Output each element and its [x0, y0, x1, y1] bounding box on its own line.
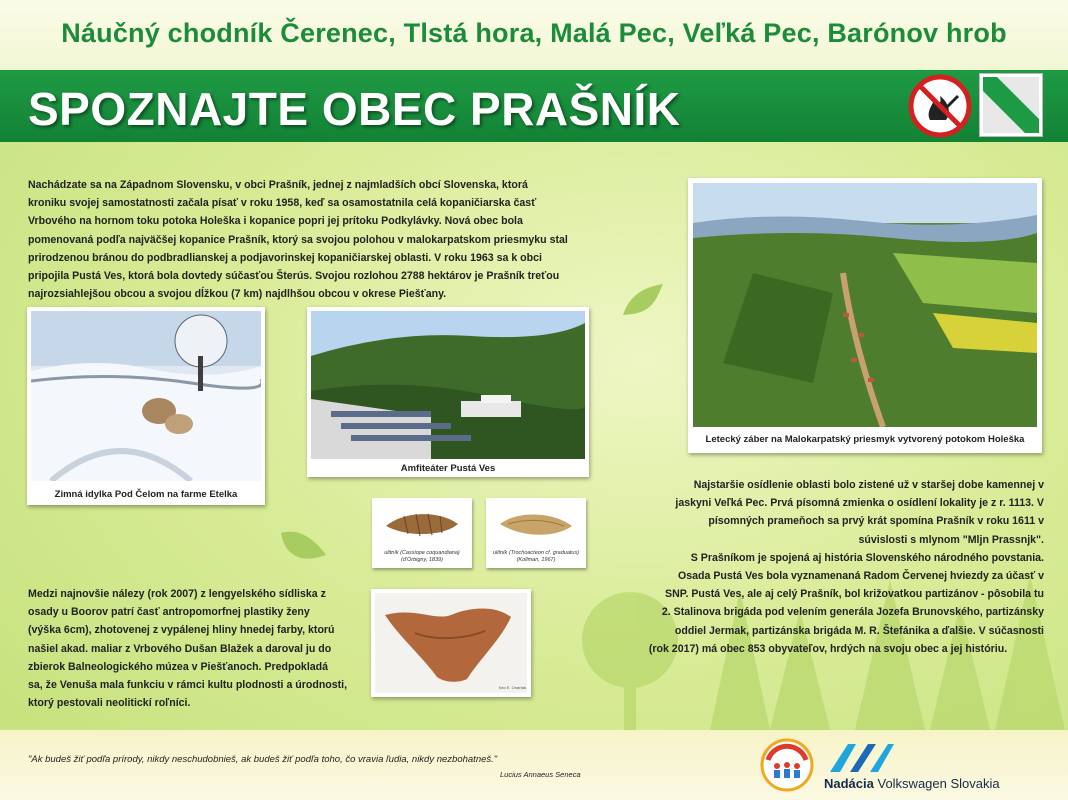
- fossil-card-1: [372, 498, 472, 568]
- no-fire-icon: [908, 74, 972, 138]
- school-logo: [760, 738, 814, 792]
- oak-leaf-icon-2: [276, 525, 332, 565]
- quote-author: Lucius Annaeus Seneca: [500, 770, 581, 779]
- fossil-card-2: [486, 498, 586, 568]
- intro-text: Nachádzate sa na Západnom Slovensku, v obci Prašník, jednej z najmladších obcí Slovenska, ktorá kroniku svojej samostatnosti začala písať v roku 1958, keď sa osamostatnila celá kopaničiarska časť Vrbového na hornom toku potoka Holeška i kopanice popri jej prítoku Podkylávky. Nová obec bola pomenovaná podľa najväčšej kopanice Prašník, ktorý sa svojou polohou v malokarpatskom priesmyku stal prirodzenou bránou do podbradlianskej a podjavorinskej kopaničiarskej oblasti. V roku 1963 sa k obci pripojila Pustá Ves, ktorá bola dovtedy súčasťou Šterús. Svojou rozlohou 2788 hektárov je Prašník treťou najrozsiahlejšou obcou a svojou dĺžkou (7 km) najdlhšou obcou v okrese Piešťany.: [28, 179, 568, 301]
- winter-photo: [31, 311, 261, 481]
- foundation-name: Nadácia Volkswagen Slovakia: [824, 776, 1000, 791]
- winter-photo-card: [27, 307, 265, 505]
- fossil-shell-2: [498, 506, 574, 542]
- amphitheater-photo-card: [307, 307, 589, 477]
- aerial-photo-caption: Letecký záber na Malokarpatský priesmyk vytvorený potokom Holeška: [705, 434, 1025, 445]
- fossil-2-caption: ulitník (Trochoacteon cf. graduatus) (Kollman, 1967): [492, 550, 580, 563]
- banner-title: SPOZNAJTE OBEC PRAŠNÍK: [28, 83, 681, 135]
- fossil-1-caption: ulitník (Cassiope coquandiana) (d'Orbigny, 1839): [384, 550, 460, 563]
- venus-figurine-card: [371, 589, 531, 697]
- venus-photo-credit: foto E. Ondrisik: [499, 685, 527, 690]
- amphitheater-photo: [311, 311, 585, 459]
- findings-text: Medzi najnovšie nálezy (rok 2007) z lengyelského sídliska z osady u Boorov patrí časť antropomorfnej plastiky ženy (výška 6cm), zhotovenej z vypálenej hliny hnedej farby, ktorú našiel akad. maliar z Vrbového Dušan Blažek a daroval ju do zbierok Balneologického múzea v Piešťanoch. Predpokladá sa, že Venuša mala funkciu v rámci kultu plodnosti a úrodnosti, ktorý pestovali neolitickí roľníci.: [28, 588, 348, 710]
- volkswagen-foundation-logo-icon: [826, 740, 896, 774]
- fossil-shell-1: [384, 506, 460, 542]
- trail-title: Náučný chodník Čerenec, Tlstá hora, Malá Pec, Veľká Pec, Barónov hrob: [61, 18, 1007, 48]
- venus-figurine-photo: [375, 593, 527, 693]
- municipal-flag-icon: [980, 74, 1042, 136]
- oak-leaf-icon: [618, 280, 668, 320]
- seneca-quote: "Ak budeš žiť podľa prírody, nikdy neschudobnieš, ak budeš žiť podľa toho, čo vravia ľudia, nikdy nezbohatneš.": [28, 754, 498, 765]
- winter-photo-caption: Zimná idylka Pod Čelom na farme Etelka: [54, 489, 238, 500]
- aerial-photo: [693, 183, 1037, 427]
- history-text: Najstaršie osídlenie oblasti bolo zistené už v staršej dobe kamennej v jaskyni Veľká Pec. Prvá písomná zmienka o osídlení lokality je z r. 1113. V písomných prameňoch sa prvý krát spomína Prašník v roku 1611 v súvislosti s mlynom "Mljn Prassnjk". S Prašníkom je spojená aj história Slovenského národného povstania. Osada Pustá Ves bola vyznamenaná Radom Červenej hviezdy za účasť v SNP. Pustá Ves, ale aj celý Prašník, bol križovatkou partizánov - pôsobila tu 2. Stalinova brigáda pod velením generála Jozefa Brunovského, partizánsky oddiel Jermak, partizánska brigáda M. R. Štefánika a ďalšie. V súčasnosti (rok 2017) má obec 853 obyvateľov, hrdých na svoju obec a jej históriu.: [648, 479, 1044, 655]
- amphitheater-photo-caption: Amfiteáter Pustá Ves: [400, 463, 496, 474]
- aerial-photo-card: [688, 178, 1042, 453]
